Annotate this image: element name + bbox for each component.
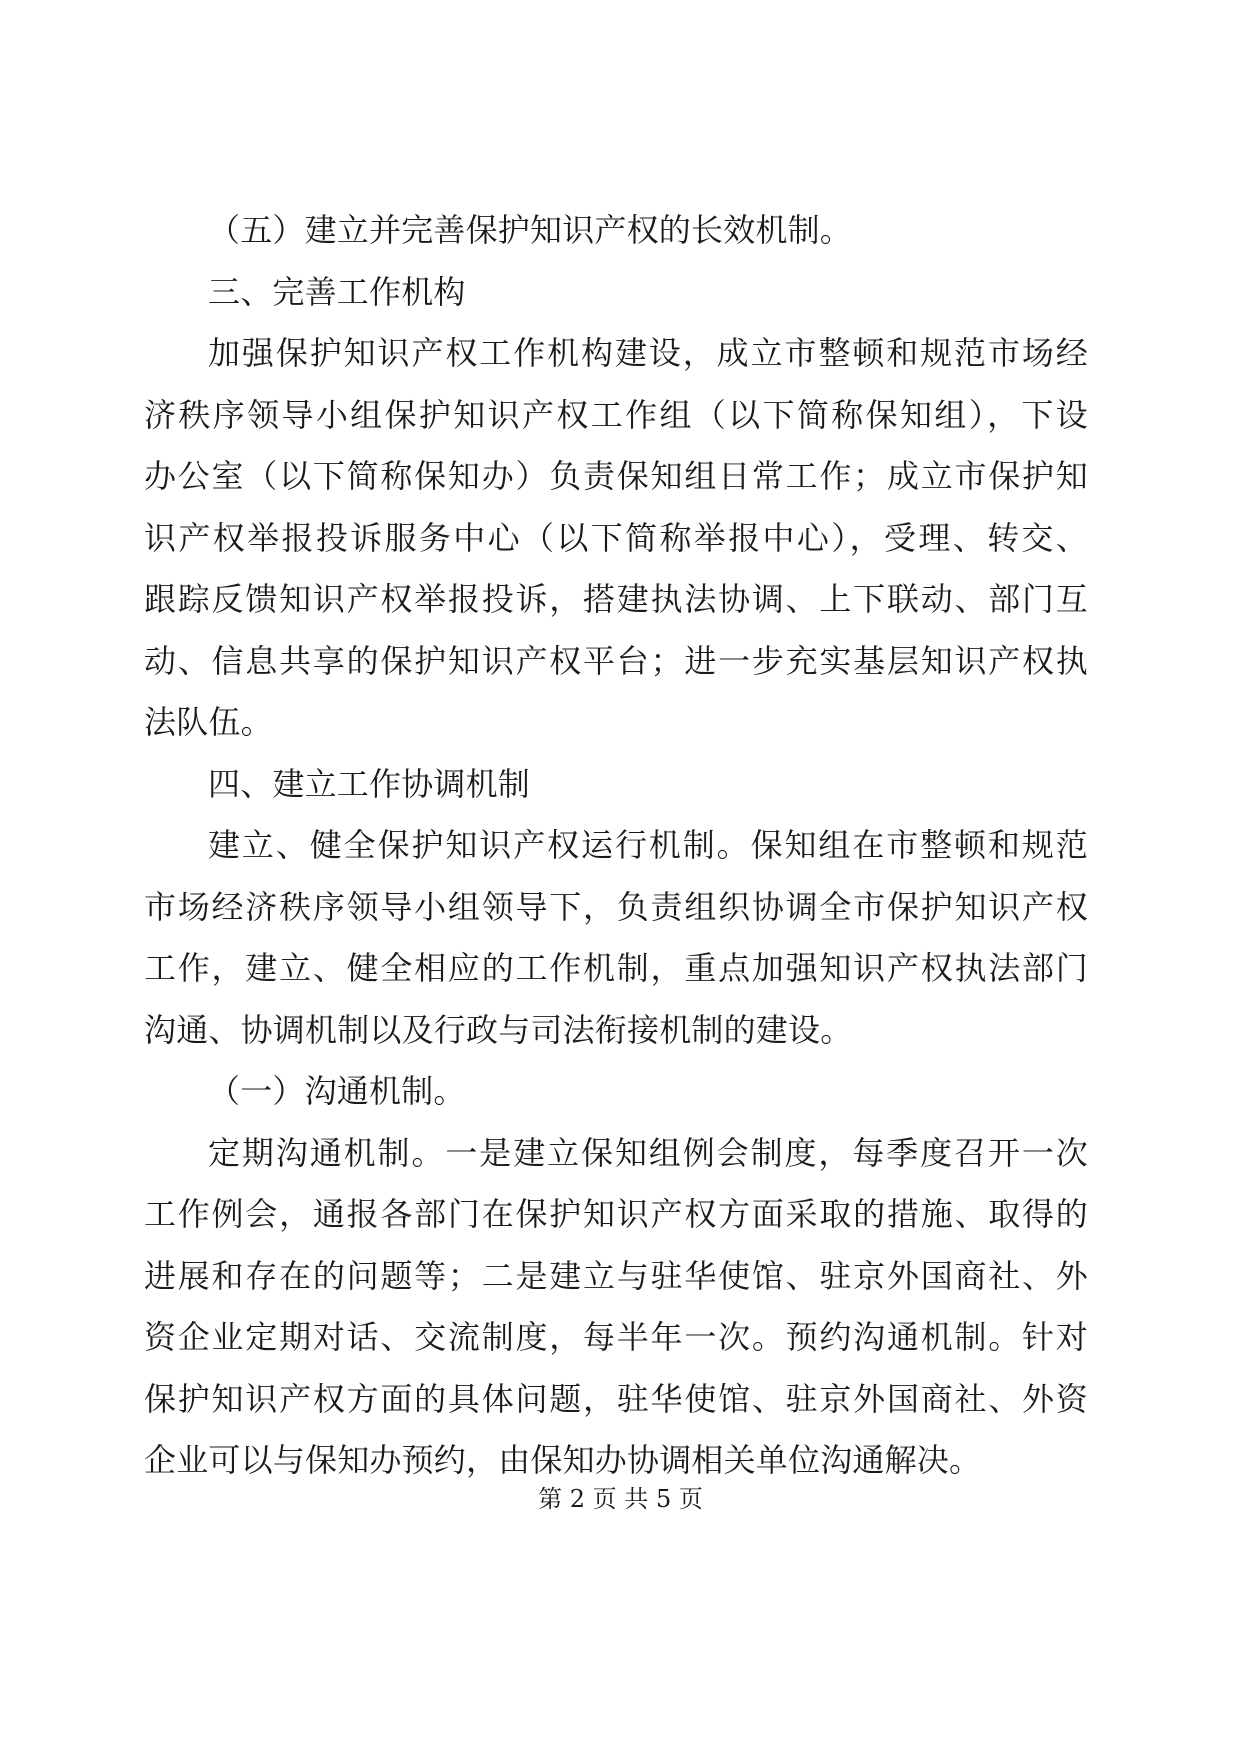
text-line: 办公室（以下简称保知办）负责保知组日常工作；成立市保护知 — [144, 457, 1088, 495]
text-line: 定期沟通机制。一是建立保知组例会制度，每季度召开一次 — [208, 1133, 1088, 1172]
text-line: 资企业定期对话、交流制度，每半年一次。预约沟通机制。针对 — [144, 1318, 1088, 1356]
text-line: 跟踪反馈知识产权举报投诉，搭建执法协调、上下联动、部门互 — [144, 580, 1088, 618]
text-line: 加强保护知识产权工作机构建设，成立市整顿和规范市场经 — [208, 334, 1088, 372]
text-line: 保护知识产权方面的具体问题，驻华使馆、驻京外国商社、外资 — [144, 1379, 1088, 1418]
text-line: 建立、健全保护知识产权运行机制。保知组在市整顿和规范 — [208, 826, 1088, 864]
page-footer: 第 2 页 共 5 页 — [538, 1485, 703, 1513]
text-line: 工作例会，通报各部门在保护知识产权方面采取的措施、取得的 — [144, 1195, 1088, 1233]
text-line: 识产权举报投诉服务中心（以下简称举报中心），受理、转交、 — [144, 518, 1088, 557]
text-line: 进展和存在的问题等；二是建立与驻华使馆、驻京外国商社、外 — [144, 1256, 1088, 1295]
text-line: （五）建立并完善保护知识产权的长效机制。 — [208, 211, 853, 249]
text-line: （一）沟通机制。 — [208, 1072, 466, 1110]
text-line: 四、建立工作协调机制 — [208, 764, 531, 803]
text-line: 动、信息共享的保护知识产权平台；进一步充实基层知识产权执 — [144, 641, 1088, 680]
text-line: 沟通、协调机制以及行政与司法衔接机制的建设。 — [144, 1010, 853, 1049]
text-line: 三、完善工作机构 — [208, 272, 466, 311]
text-line: 企业可以与保知办预约，由保知办协调相关单位沟通解决。 — [144, 1441, 982, 1479]
text-line: 济秩序领导小组保护知识产权工作组（以下简称保知组），下设 — [144, 395, 1088, 434]
text-line: 法队伍。 — [144, 703, 273, 741]
text-line: 市场经济秩序领导小组领导下，负责组织协调全市保护知识产权 — [144, 887, 1088, 926]
document-body — [144, 200, 1088, 1492]
text-line: 工作，建立、健全相应的工作机制，重点加强知识产权执法部门 — [144, 949, 1088, 987]
